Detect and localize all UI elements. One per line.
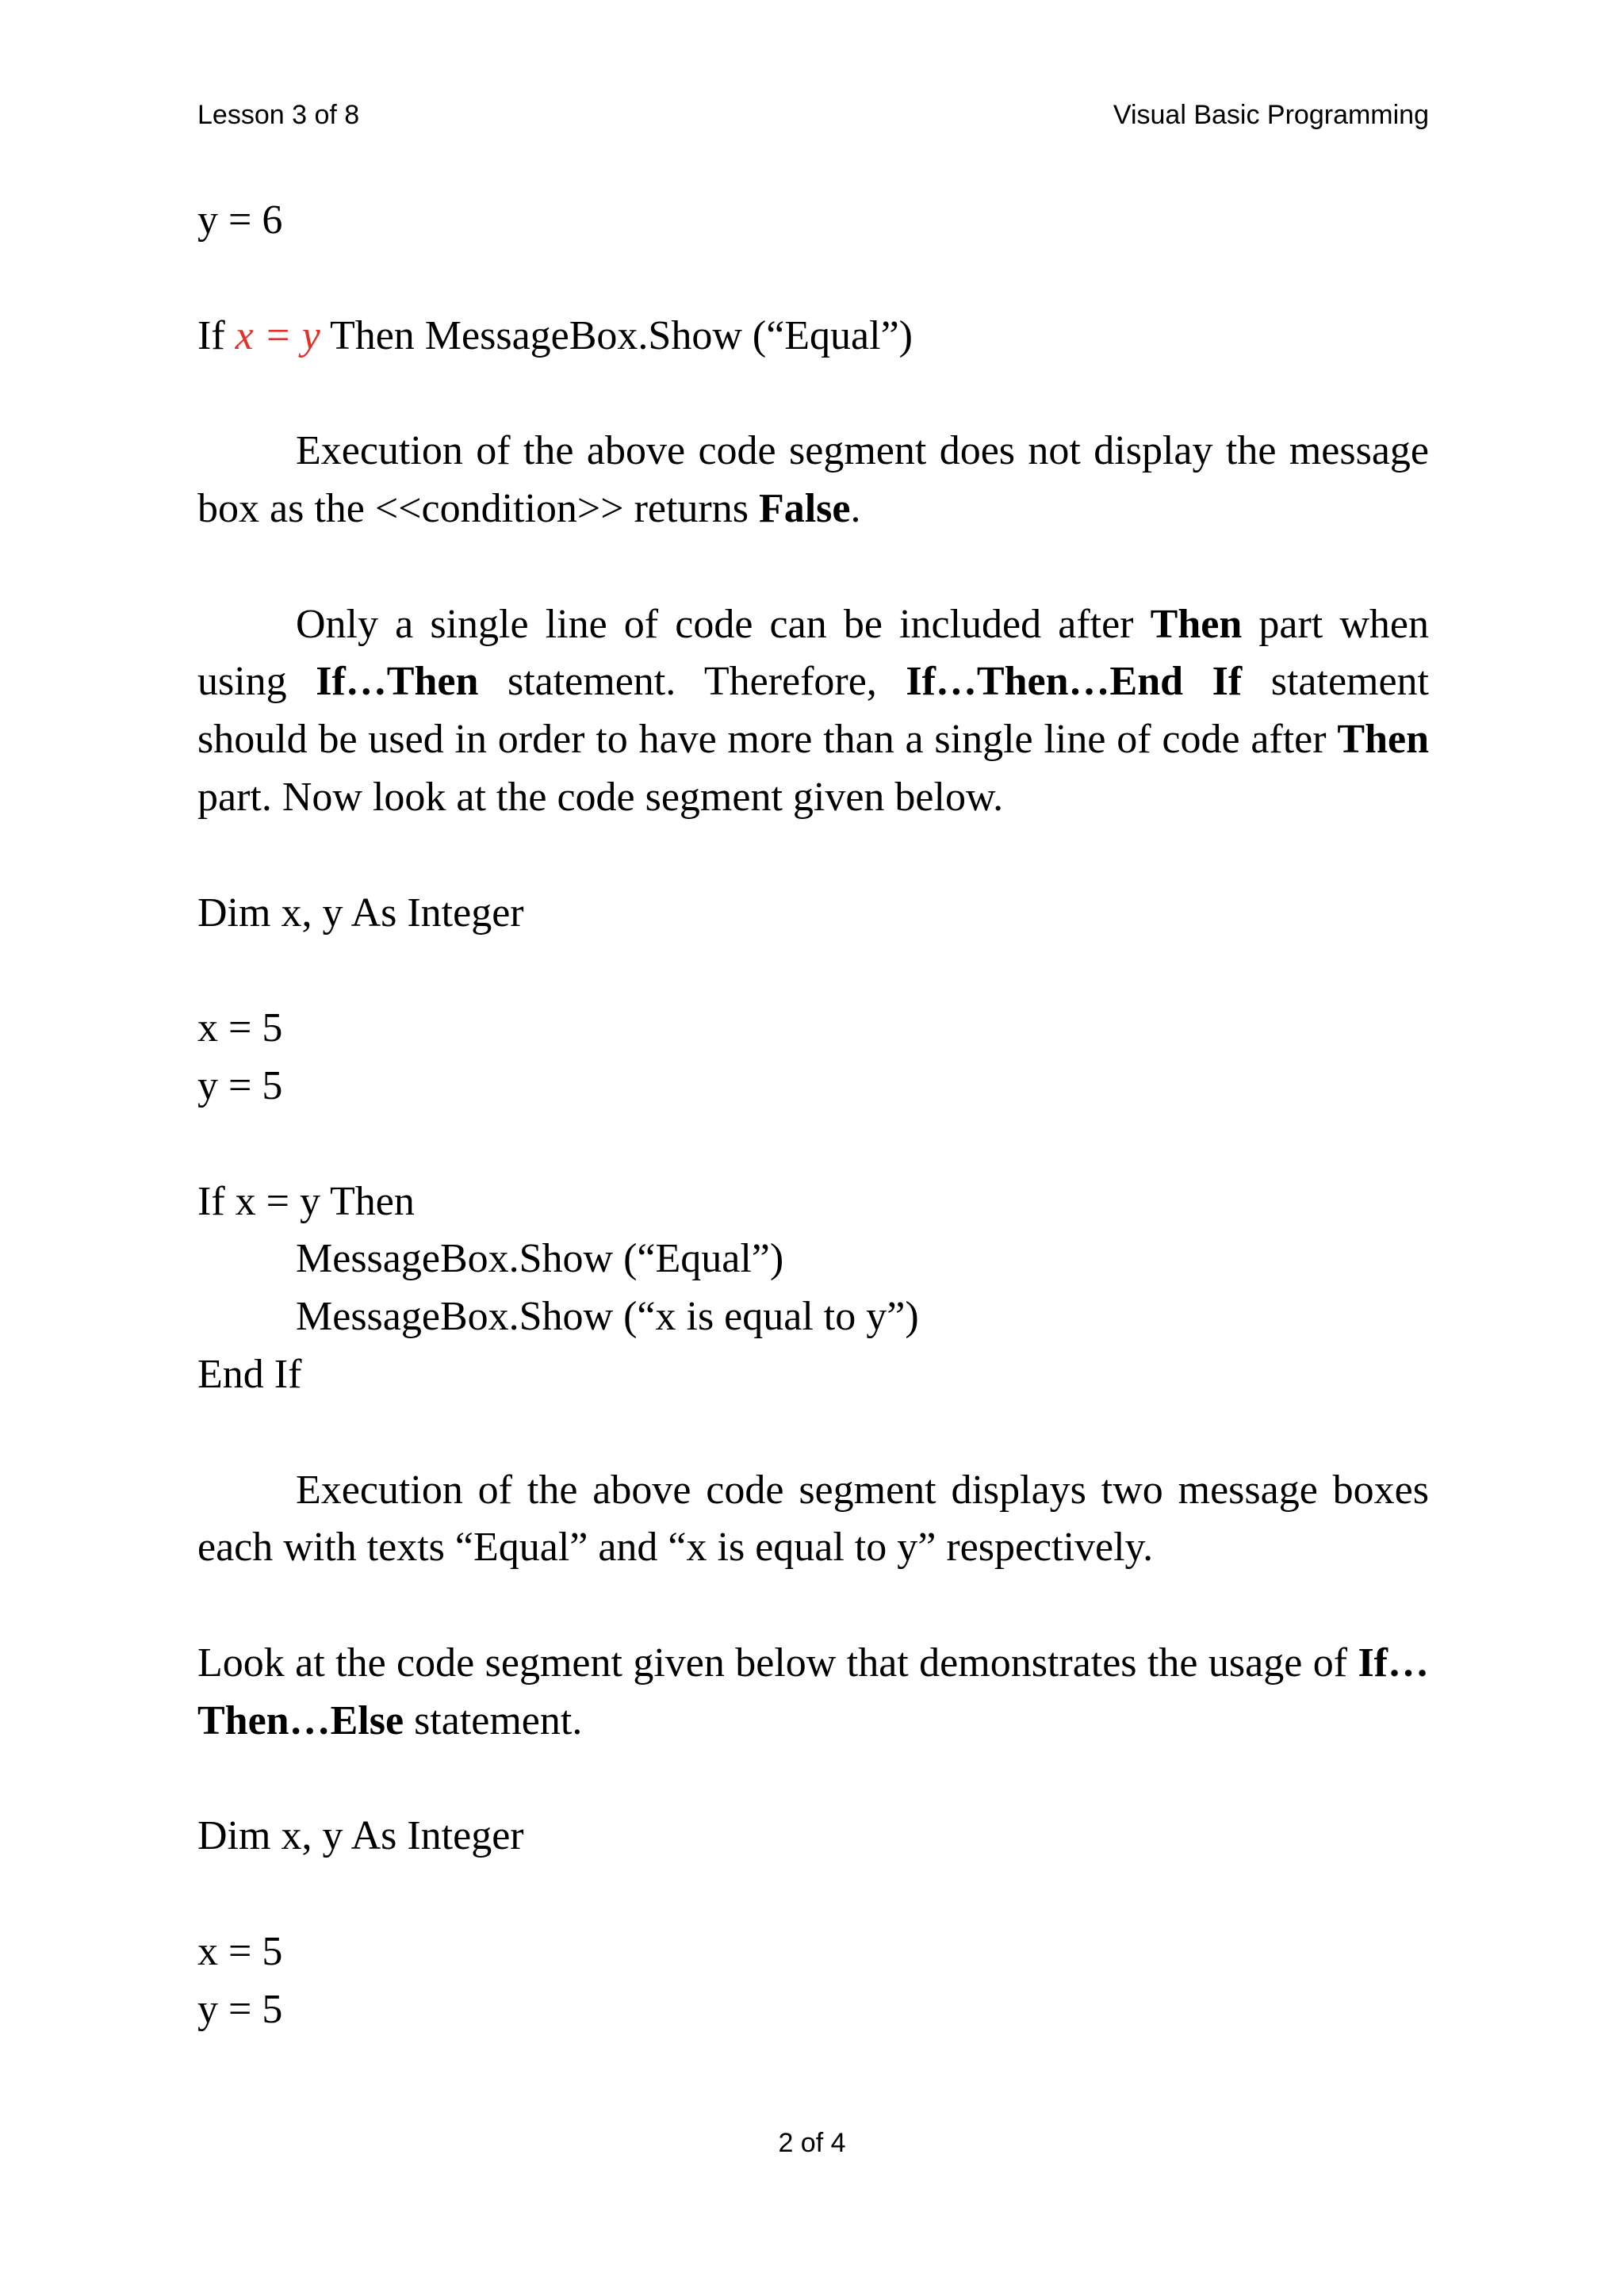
code-line-end-if: End If bbox=[197, 1351, 302, 1397]
header-lesson: Lesson 3 of 8 bbox=[197, 100, 360, 130]
if-keyword: If bbox=[197, 312, 236, 358]
code-line-x5: x = 5 bbox=[197, 1005, 283, 1051]
paragraph-text: part when using bbox=[197, 601, 1429, 705]
document-body bbox=[197, 192, 1429, 2039]
page-number: 2 of 4 bbox=[778, 2128, 846, 2158]
paragraph-execution-false bbox=[197, 423, 1429, 538]
code-line-if-then: If x = y Then bbox=[197, 1178, 415, 1224]
bold-term-if-then-end-if: If…Then…End If bbox=[906, 659, 1243, 705]
bold-term-then: Then bbox=[1337, 717, 1429, 763]
paragraph-text: part. Now look at the code segment given below. bbox=[197, 774, 1004, 820]
paragraph-text: Only a single line of code can be included after bbox=[296, 601, 1151, 647]
paragraph-text: Execution of the above code segment does not display the message box as the <<condition>> returns bbox=[197, 428, 1429, 531]
paragraph-text: Execution of the above code segment displays two message boxes each with texts “Equal” and “x is equal to y” respectively. bbox=[197, 1467, 1429, 1571]
code-line-y5: y = 5 bbox=[197, 1062, 283, 1108]
code-line-dim: Dim x, y As Integer bbox=[197, 1813, 524, 1859]
code-line-if-then-single bbox=[197, 308, 1429, 365]
bold-term-if-then: If…Then bbox=[316, 659, 479, 705]
bold-term-if-then-else: If…Then…Else bbox=[197, 1640, 1429, 1743]
code-line-y5: y = 5 bbox=[197, 1986, 283, 2032]
header-course-title: Visual Basic Programming bbox=[1113, 100, 1429, 130]
bold-term-false: False bbox=[758, 485, 851, 531]
paragraph-text: Look at the code segment given below that demonstrates the usage of bbox=[197, 1640, 1358, 1686]
paragraph-end: . bbox=[850, 485, 861, 531]
code-line-x5: x = 5 bbox=[197, 1928, 283, 1974]
paragraph-execution-two-boxes bbox=[197, 1462, 1429, 1578]
code-line-y6: y = 6 bbox=[197, 197, 283, 243]
code-line-dim: Dim x, y As Integer bbox=[197, 890, 524, 936]
bold-term-then: Then bbox=[1150, 601, 1243, 647]
code-line-show-x-equal-y: MessageBox.Show (“x is equal to y”) bbox=[296, 1294, 919, 1340]
paragraph-text: statement should be used in order to have more than a single line of code after bbox=[197, 659, 1429, 763]
paragraph-end: statement. bbox=[404, 1697, 583, 1743]
paragraph-text: statement. Therefore, bbox=[478, 659, 906, 705]
if-condition: x = y bbox=[235, 312, 320, 358]
paragraph-single-line bbox=[197, 596, 1429, 827]
if-statement-rest: Then MessageBox.Show (“Equal”) bbox=[320, 312, 913, 358]
paragraph-if-then-else bbox=[197, 1635, 1429, 1751]
code-line-show-equal: MessageBox.Show (“Equal”) bbox=[296, 1236, 784, 1282]
